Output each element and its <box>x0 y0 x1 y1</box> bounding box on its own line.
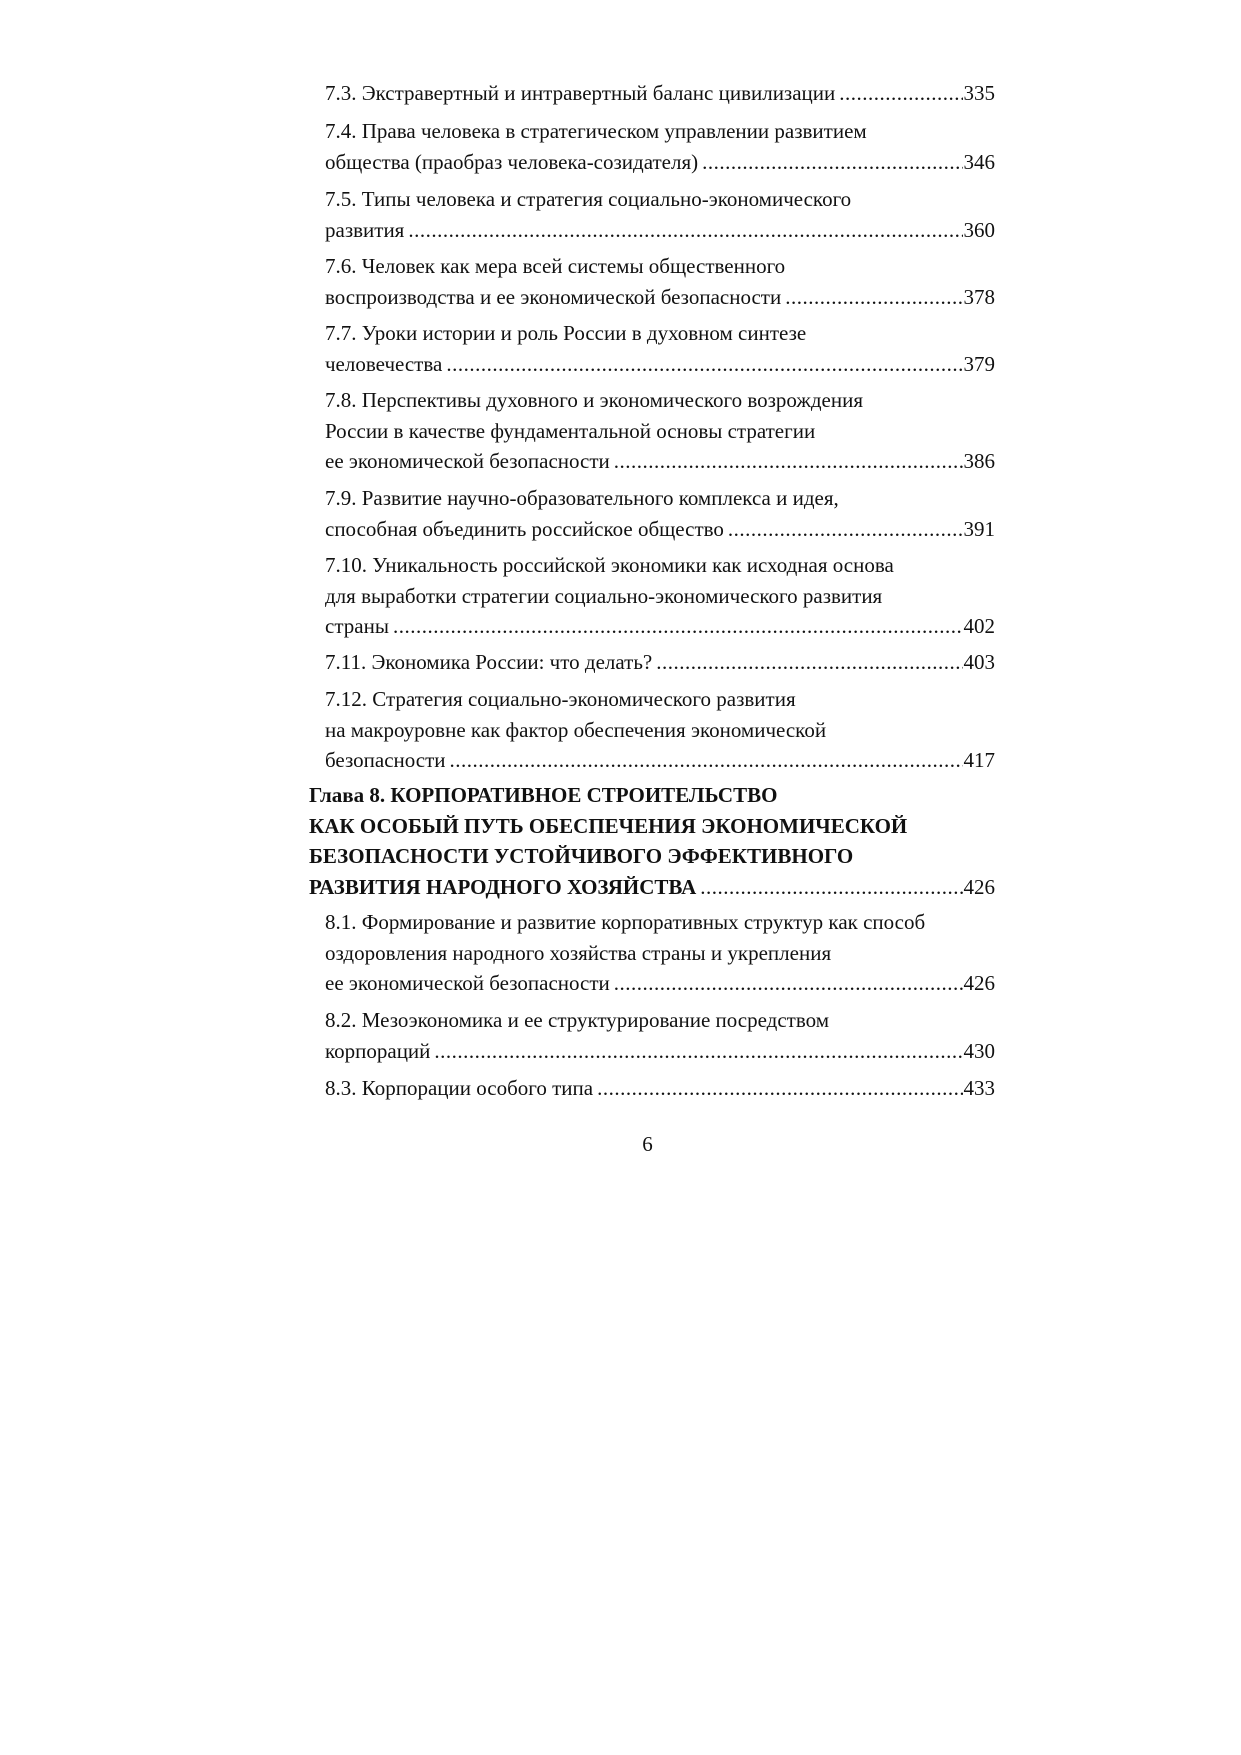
dot-leader <box>656 647 962 678</box>
toc-entry-title-cont: ее экономической безопасности <box>325 971 610 995</box>
toc-entry-title-cont: для выработки стратегии социально-экономического развития <box>325 583 883 608</box>
dot-leader <box>450 745 963 776</box>
toc-entry-title-cont: воспроизводства и ее экономической безопасности <box>325 284 782 309</box>
dot-leader <box>839 78 962 109</box>
dot-leader <box>702 147 962 178</box>
toc-entry-7-3 <box>325 78 995 109</box>
toc-page-number: 360 <box>963 217 995 242</box>
toc-entry-title: 7.11. Экономика России: что делать? <box>325 650 653 674</box>
toc-entry-title: 8.2. Мезоэкономика и ее структурирование посредством <box>325 1008 830 1032</box>
dot-leader <box>408 215 962 246</box>
toc-page-number: 403 <box>963 650 995 674</box>
toc-entry-title: 7.12. Стратегия социально-экономического развития <box>325 687 796 711</box>
dot-leader <box>446 349 962 380</box>
toc-entry-title: 7.5. Типы человека и стратегия социально-экономического <box>325 187 852 211</box>
toc-page-number: 378 <box>963 284 995 309</box>
toc-page-number: 346 <box>963 149 995 174</box>
dot-leader <box>614 968 963 999</box>
toc-chapter-8 <box>309 780 995 902</box>
toc-entry-title: 7.6. Человек как мера всей системы общественного <box>325 254 786 278</box>
toc-entry-8-3 <box>325 1073 995 1104</box>
toc-entry-title-cont: на макроуровне как фактор обеспечения экономической <box>325 717 827 742</box>
page-footer-number: 6 <box>642 1132 653 1156</box>
dot-leader <box>393 611 963 642</box>
toc-entry-title-cont: развития <box>325 217 405 242</box>
toc-page-number: 402 <box>963 614 995 638</box>
toc-entry-7-6 <box>325 251 995 312</box>
toc-entry-title-cont: оздоровления народного хозяйства страны и укрепления <box>325 940 832 965</box>
toc-entry-title: 8.3. Корпорации особого типа <box>325 1076 594 1100</box>
toc-entry-7-10 <box>325 550 995 642</box>
toc-page-number: 335 <box>963 81 995 105</box>
toc-entry-title-cont: страны <box>325 614 389 638</box>
toc-entry-7-12 <box>325 684 995 776</box>
toc-entry-7-5 <box>325 184 995 245</box>
toc-page-number: 379 <box>963 351 995 376</box>
chapter-title: Глава 8. КОРПОРАТИВНОЕ СТРОИТЕЛЬСТВО <box>309 783 778 807</box>
toc-entry-title: 7.9. Развитие научно-образовательного комплекса и идея, <box>325 486 839 510</box>
toc-entry-7-7 <box>325 318 995 379</box>
toc-entry-title-cont: России в качестве фундаментальной основы стратегии <box>325 418 816 443</box>
toc-page-number: 391 <box>963 516 995 541</box>
toc-entry-8-1 <box>325 907 995 999</box>
dot-leader <box>700 872 962 903</box>
toc-entry-title-cont: общества (праобраз человека-созидателя) <box>325 149 699 174</box>
dot-leader <box>614 446 963 477</box>
toc-page-number: 386 <box>963 449 995 473</box>
toc-entry-title: 7.10. Уникальность российской экономики как исходная основа <box>325 553 894 577</box>
toc-entry-title-cont: способная объединить российское общество <box>325 516 724 541</box>
toc-entry-8-2 <box>325 1005 995 1066</box>
chapter-title-cont: КАК ОСОБЫЙ ПУТЬ ОБЕСПЕЧЕНИЯ ЭКОНОМИЧЕСКОЙ <box>309 813 908 838</box>
toc-page-number: 426 <box>963 971 995 995</box>
toc-page-number: 433 <box>963 1076 995 1100</box>
toc-entry-title-cont: ее экономической безопасности <box>325 449 610 473</box>
dot-leader <box>785 282 962 313</box>
dot-leader <box>597 1073 962 1104</box>
toc-page-number: 417 <box>963 748 995 772</box>
toc-entry-title-cont: корпораций <box>325 1038 431 1063</box>
toc-entry-7-4 <box>325 116 995 177</box>
dot-leader <box>434 1036 962 1067</box>
chapter-title-cont: РАЗВИТИЯ НАРОДНОГО ХОЗЯЙСТВА <box>309 874 697 899</box>
toc-entry-title: 8.1. Формирование и развитие корпоративных структур как способ <box>325 910 926 934</box>
toc-entry-title: 7.3. Экстравертный и интравертный баланс цивилизации <box>325 81 836 105</box>
chapter-title-cont: БЕЗОПАСНОСТИ УСТОЙЧИВОГО ЭФФЕКТИВНОГО <box>309 844 854 868</box>
toc-entry-title-cont: человечества <box>325 351 443 376</box>
toc-entry-title: 7.8. Перспективы духовного и экономического возрождения <box>325 388 864 412</box>
toc-entry-title: 7.7. Уроки истории и роль России в духовном синтезе <box>325 321 807 345</box>
toc-entry-7-9 <box>325 483 995 544</box>
toc-page-number: 430 <box>963 1038 995 1063</box>
toc-entry-7-11 <box>325 647 995 678</box>
toc-entry-title: 7.4. Права человека в стратегическом управлении развитием <box>325 119 867 143</box>
toc-entry-title-cont: безопасности <box>325 748 446 772</box>
dot-leader <box>728 514 963 545</box>
toc-entry-7-8 <box>325 385 995 477</box>
toc-page-number: 426 <box>963 874 995 899</box>
